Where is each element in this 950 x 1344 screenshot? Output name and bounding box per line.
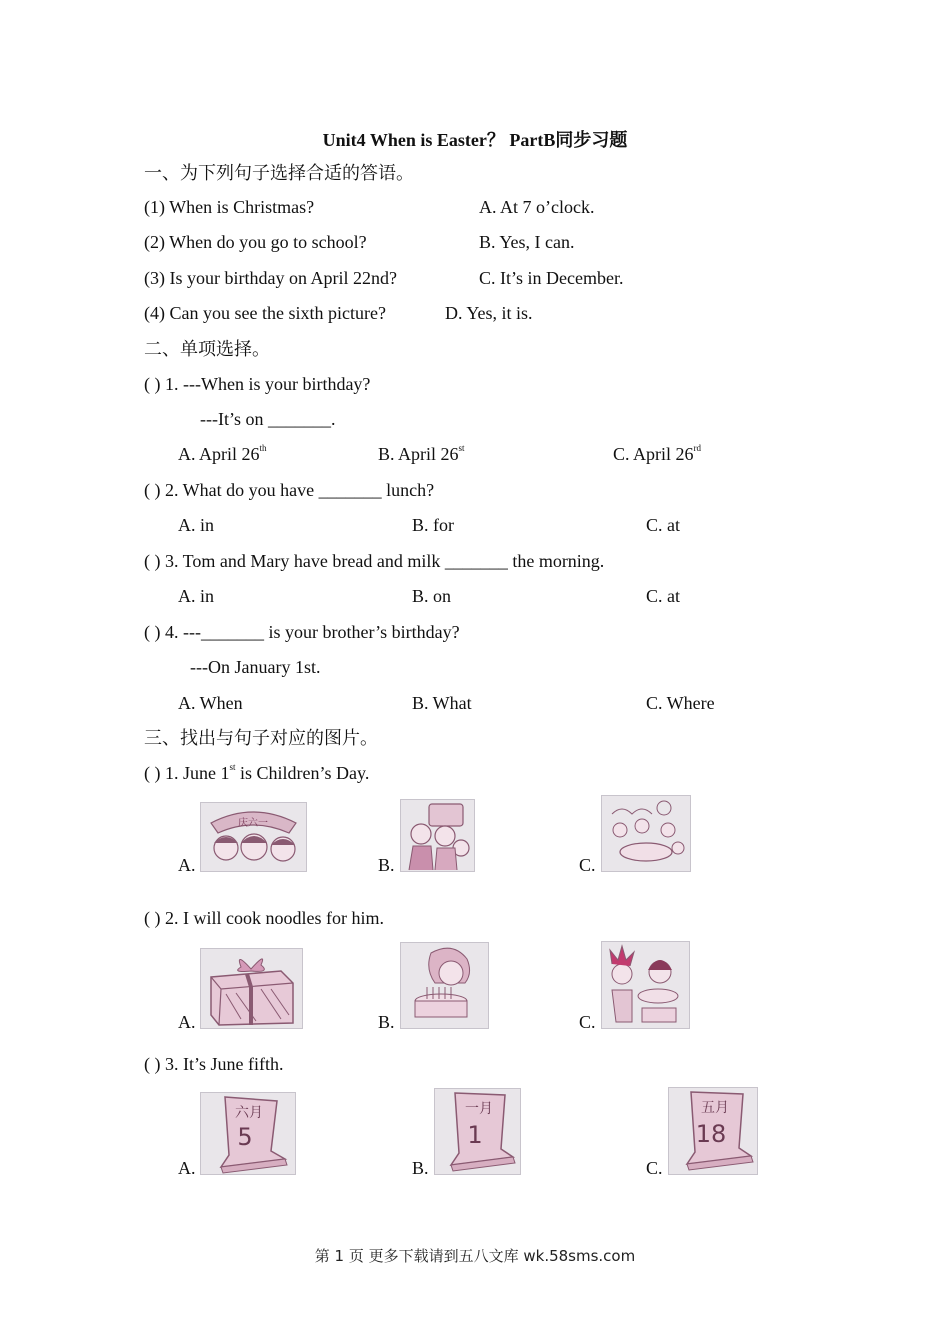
- banner-text: 庆六一: [238, 818, 268, 829]
- calendar-month: 五月: [701, 1100, 729, 1116]
- cooking-picture: [601, 941, 690, 1029]
- section1-question: (2) When do you go to school?: [144, 232, 367, 252]
- option-a: A. When: [178, 693, 243, 713]
- question-line: ---On January 1st.: [190, 657, 321, 677]
- calendar-month: 六月: [235, 1105, 263, 1121]
- calendar-month: 一月: [465, 1101, 493, 1117]
- family-picture: [400, 799, 475, 872]
- option-b: B. on: [412, 586, 452, 606]
- option-c: C.: [646, 1158, 663, 1178]
- calendar-day: 1: [467, 1121, 483, 1149]
- question-stem: ( ) 3. It’s June fifth.: [144, 1054, 284, 1074]
- option-c: C. at: [646, 515, 680, 535]
- option-a: A.: [178, 855, 196, 875]
- section3-heading: 三、找出与句子对应的图片。: [144, 728, 378, 748]
- option-c: C. Where: [646, 693, 715, 713]
- page-footer: 第 1 页 更多下载请到五八文库 wk.58sms.com: [314, 1247, 636, 1265]
- birthday-cake-picture: [400, 942, 489, 1029]
- option-b: B. What: [412, 693, 472, 713]
- calendar-day: 18: [695, 1120, 727, 1148]
- calendar-day: 5: [237, 1123, 253, 1151]
- gift-box-picture: [200, 948, 303, 1029]
- section2-heading: 二、单项选择。: [144, 339, 270, 359]
- option-c: C. at: [646, 586, 680, 606]
- page-title: Unit4 When is Easter？ PartB同步习题: [322, 130, 628, 150]
- question-stem: ( ) 1. June 1st is Children’s Day.: [144, 762, 370, 783]
- party-picture: [601, 795, 691, 872]
- section1-heading: 一、为下列句子选择合适的答语。: [144, 163, 414, 183]
- question-stem: ( ) 1. ---When is your birthday?: [144, 374, 371, 394]
- calendar-may-18-picture: [668, 1087, 758, 1175]
- section1-answer: A. At 7 o’clock.: [479, 197, 595, 217]
- option-a: A. April 26th: [178, 443, 267, 464]
- question-stem: ( ) 2. What do you have _______ lunch?: [144, 480, 435, 500]
- ordinal-suffix: rd: [693, 443, 702, 453]
- option-a: A. in: [178, 515, 214, 535]
- option-c: C. April 26rd: [613, 443, 702, 464]
- childrens-day-picture: [200, 802, 307, 872]
- question-stem: ( ) 2. I will cook noodles for him.: [144, 908, 384, 928]
- option-a: A.: [178, 1158, 196, 1178]
- option-c: C.: [579, 855, 596, 875]
- ordinal-suffix: th: [259, 443, 267, 453]
- option-a: A.: [178, 1012, 196, 1032]
- question-stem: ( ) 3. Tom and Mary have bread and milk _______ the morning.: [144, 551, 605, 571]
- calendar-june-5-picture: [200, 1092, 296, 1175]
- option-b: B. for: [412, 515, 454, 535]
- calendar-january-1-picture: [434, 1088, 521, 1175]
- option-b: B.: [412, 1158, 429, 1178]
- section1-question: (4) Can you see the sixth picture?: [144, 303, 386, 323]
- section1-answer: D. Yes, it is.: [445, 303, 533, 323]
- option-a: A. in: [178, 586, 214, 606]
- option-c: C.: [579, 1012, 596, 1032]
- section1-answer: C. It’s in December.: [479, 268, 624, 288]
- section1-question: (3) Is your birthday on April 22nd?: [144, 268, 397, 288]
- ordinal-suffix: st: [458, 443, 465, 453]
- ordinal-suffix: st: [229, 762, 236, 772]
- question-stem: ( ) 4. ---_______ is your brother’s birthday?: [144, 622, 460, 642]
- option-b: B.: [378, 855, 395, 875]
- section1-answer: B. Yes, I can.: [479, 232, 575, 252]
- question-line: ---It’s on _______.: [200, 409, 336, 429]
- option-b: B.: [378, 1012, 395, 1032]
- option-b: B. April 26st: [378, 443, 465, 464]
- section1-question: (1) When is Christmas?: [144, 197, 315, 217]
